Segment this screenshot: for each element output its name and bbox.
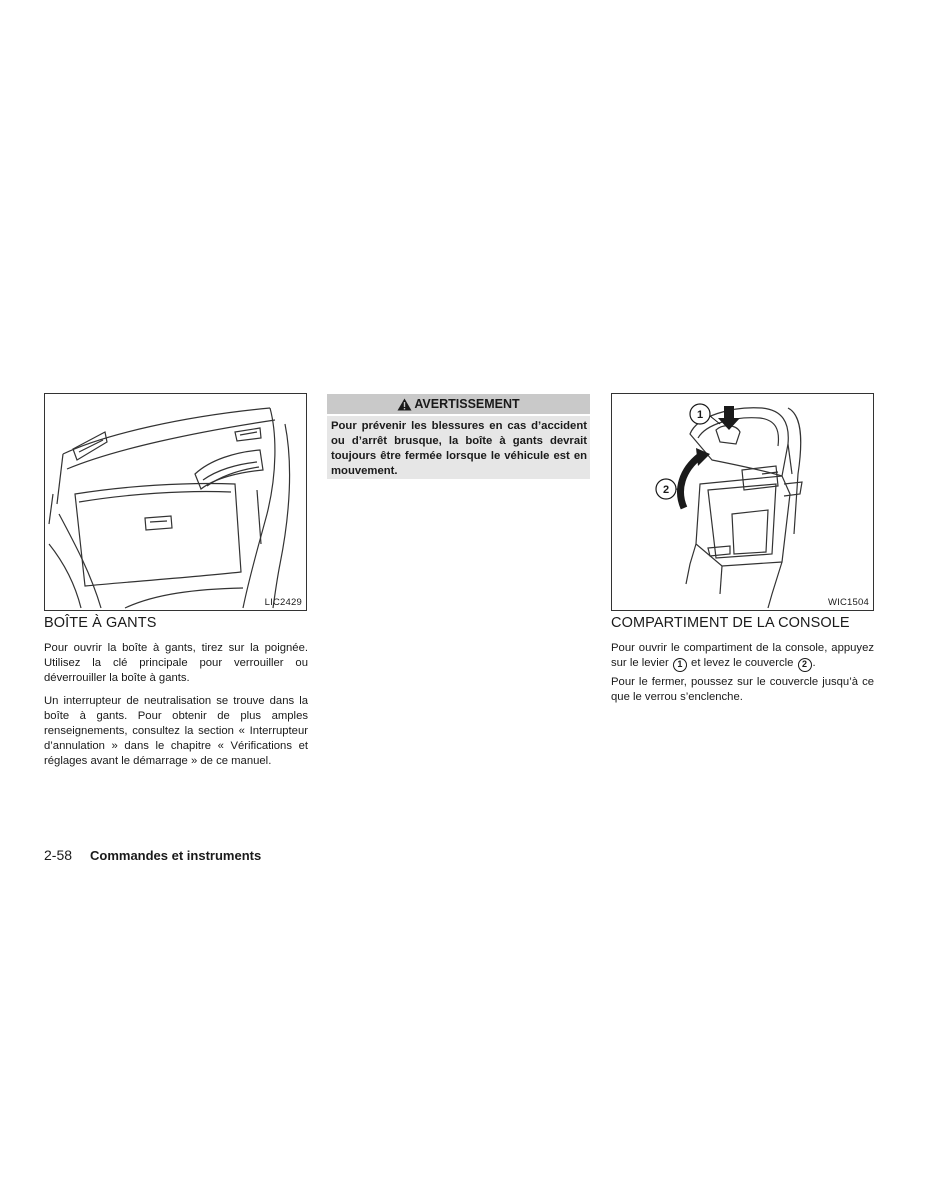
warning-triangle-icon [397, 398, 412, 411]
warning-title: AVERTISSEMENT [414, 397, 520, 411]
glove-box-figure [44, 393, 307, 611]
callout-2-inline: 2 [798, 658, 812, 672]
console-figure [611, 393, 874, 611]
console-paragraph-1-start: Pour ouvrir le compartiment de la console, appuyez sur le levier [611, 642, 874, 669]
console-paragraph-1 [611, 641, 874, 672]
console-illustration [612, 394, 873, 610]
callout-1-inline: 1 [673, 658, 687, 672]
glove-box-illustration [45, 394, 306, 610]
callout-2-label: 2 [662, 484, 670, 496]
glove-box-heading: BOÎTE À GANTS [44, 615, 157, 631]
console-paragraph-1-end: . [812, 657, 816, 669]
section-title: Commandes et instruments [90, 848, 262, 863]
console-heading: COMPARTIMENT DE LA CONSOLE [611, 615, 850, 631]
console-paragraph-2: Pour le fermer, poussez sur le couvercle jusqu’à ce que le verrou s’enclenche. [611, 676, 874, 703]
warning-body: Pour prévenir les blessures en cas d’accident ou d’arrêt brusque, la boîte à gants devrait toujours être fermée lorsque le véhicule est en mouvement. [327, 416, 590, 479]
page-number: 2-58 [44, 847, 73, 863]
console-paragraph-1-middle: et levez le couvercle [691, 657, 794, 669]
warning-header [327, 394, 590, 414]
figure-code: LIC2429 [264, 597, 302, 608]
glove-box-paragraph-2: Un interrupteur de neutralisation se trouve dans la boîte à gants. Pour obtenir de plus amples renseignements, consultez la section « Interrupteur d’annulation » dans le chapitre « Vérifications et réglages avant le démarrage » de ce manuel. [44, 695, 308, 767]
glove-box-paragraph-1: Pour ouvrir la boîte à gants, tirez sur la poignée. Utilisez la clé principale pour verrouiller ou déverrouiller la boîte à gants. [44, 642, 308, 684]
figure-code: WIC1504 [827, 597, 869, 608]
callout-1-label: 1 [696, 409, 704, 421]
